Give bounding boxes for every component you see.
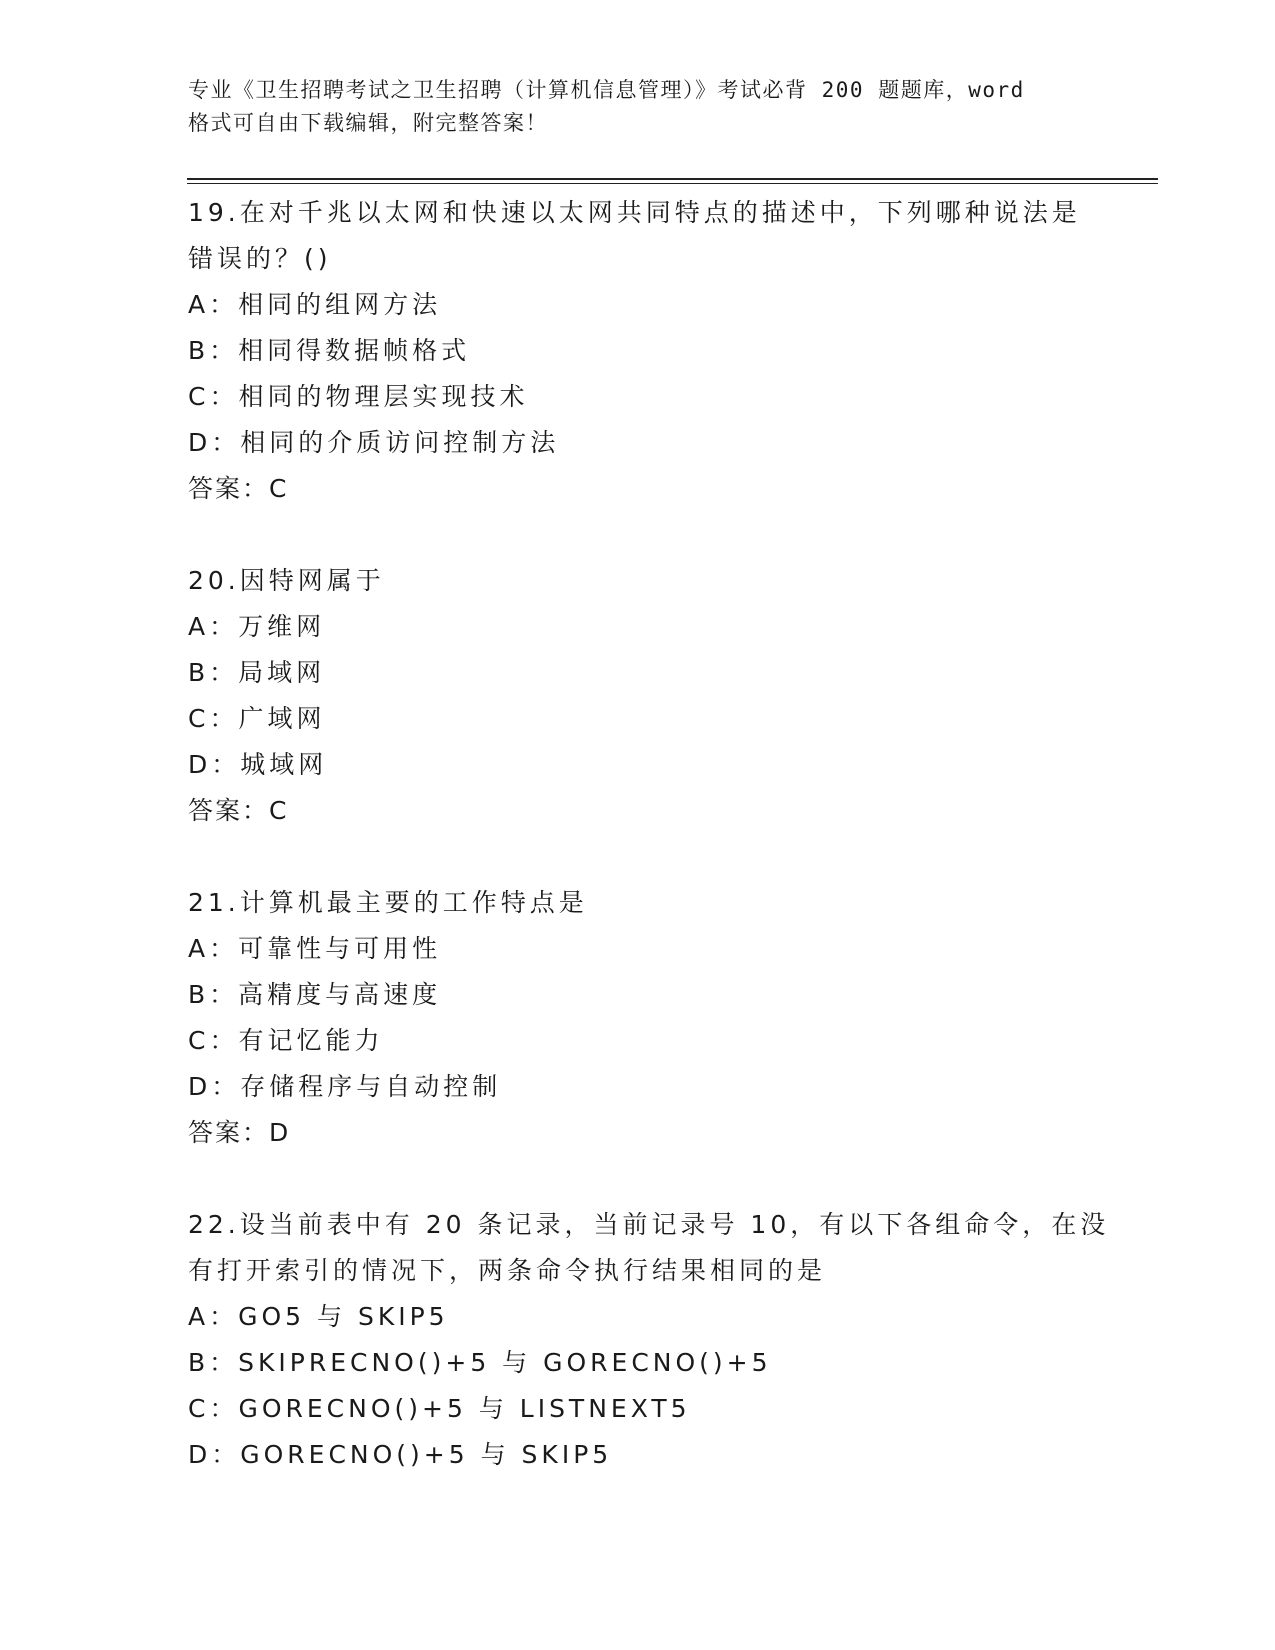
option-b: B：相同得数据帧格式 xyxy=(188,336,471,365)
question-21 xyxy=(188,880,1128,1156)
question-stem: 有打开索引的情况下，两条命令执行结果相同的是 xyxy=(188,1256,827,1285)
option-d: D：城域网 xyxy=(188,750,328,779)
option-d: D：存储程序与自动控制 xyxy=(188,1072,502,1101)
question-stem: 错误的？() xyxy=(188,244,332,273)
spacer xyxy=(188,512,1128,558)
question-stem: 19.在对千兆以太网和快速以太网共同特点的描述中，下列哪种说法是 xyxy=(188,198,1081,227)
option-a: A：万维网 xyxy=(188,612,326,641)
option-a: A：相同的组网方法 xyxy=(188,290,442,319)
option-c: C：相同的物理层实现技术 xyxy=(188,382,529,411)
option-d: D：相同的介质访问控制方法 xyxy=(188,428,560,457)
answer: 答案：C xyxy=(188,474,289,503)
spacer xyxy=(188,834,1128,880)
option-b: B：高精度与高速度 xyxy=(188,980,442,1009)
option-b: B：SKIPRECNO()+5 与 GORECNO()+5 xyxy=(188,1348,772,1377)
question-22 xyxy=(188,1202,1128,1478)
question-20 xyxy=(188,558,1128,834)
question-list xyxy=(188,190,1128,1478)
option-a: A：GO5 与 SKIP5 xyxy=(188,1302,449,1331)
question-stem: 21.计算机最主要的工作特点是 xyxy=(188,888,588,917)
option-c: C：有记忆能力 xyxy=(188,1026,384,1055)
answer: 答案：C xyxy=(188,796,289,825)
spacer xyxy=(188,1156,1128,1202)
option-d: D：GORECNO()+5 与 SKIP5 xyxy=(188,1440,613,1469)
question-stem: 22.设当前表中有 20 条记录，当前记录号 10，有以下各组命令，在没 xyxy=(188,1210,1110,1239)
header-line-2: 格式可自由下载编辑，附完整答案！ xyxy=(188,111,548,135)
header-divider-thin xyxy=(187,183,1158,184)
document-header xyxy=(188,74,1088,140)
option-b: B：局域网 xyxy=(188,658,326,687)
header-line-1: 专业《卫生招聘考试之卫生招聘（计算机信息管理）》考试必背 200 题题库，word xyxy=(188,78,1025,102)
answer: 答案：D xyxy=(188,1118,291,1147)
option-a: A：可靠性与可用性 xyxy=(188,934,442,963)
question-19 xyxy=(188,190,1128,512)
option-c: C：广域网 xyxy=(188,704,326,733)
question-stem: 20.因特网属于 xyxy=(188,566,385,595)
header-divider-thick xyxy=(187,178,1158,180)
option-c: C：GORECNO()+5 与 LISTNEXT5 xyxy=(188,1394,691,1423)
